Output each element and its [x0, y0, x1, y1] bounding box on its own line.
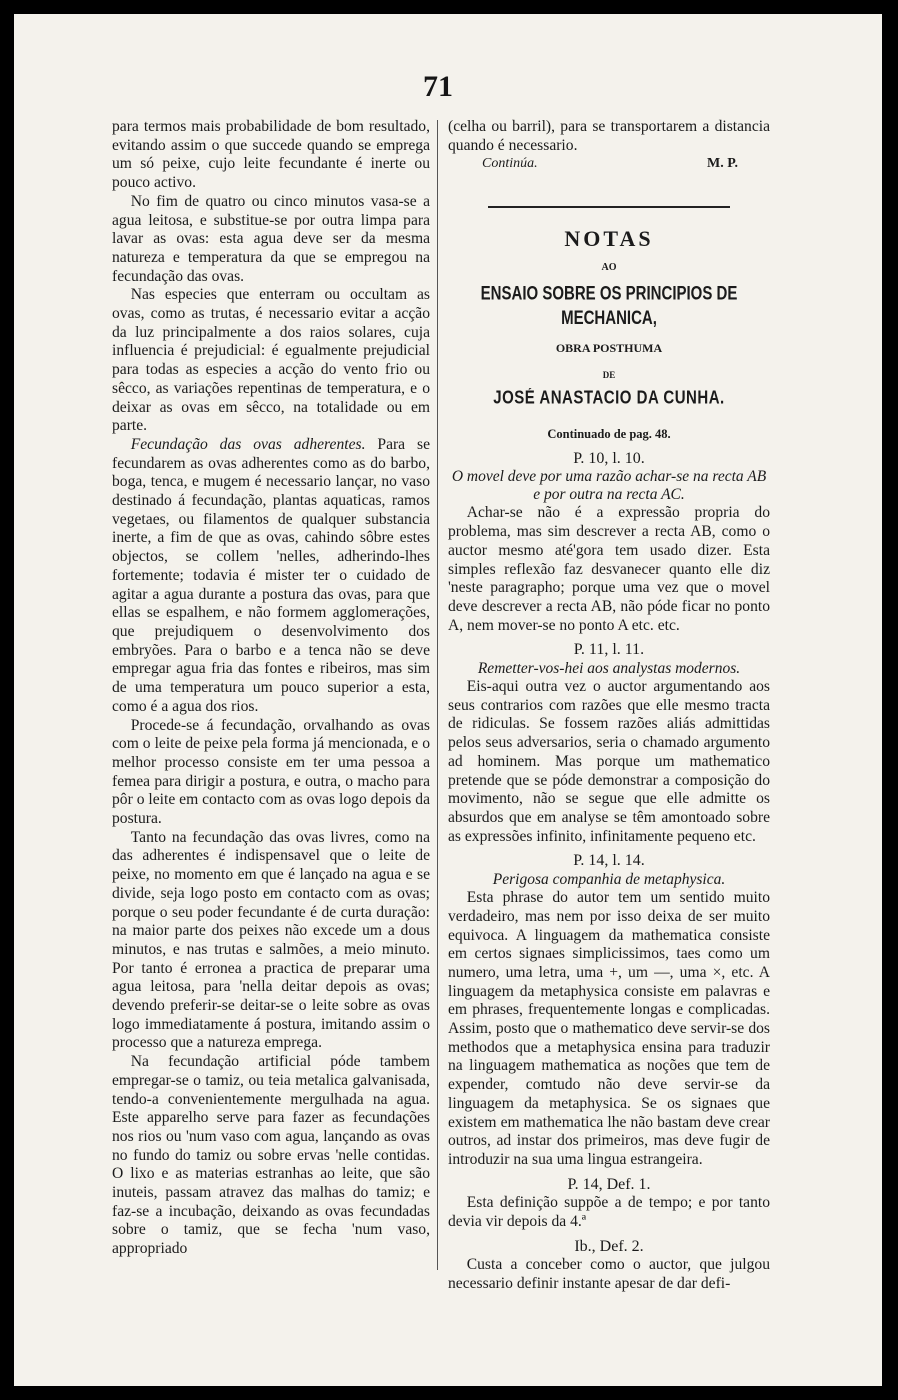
- note-text: Esta phrase do autor tem um sentido muito verdadeiro, mas nem por isso deixa de ser muito equivoca. A linguagem da mathematica consiste em certos signaes simplicissimos, taes como um numero, uma letra, uma +, um —, uma ×, etc. A linguagem da metaphysica consiste em palavras e em phrases, frequentemente longas e complicadas. Assim, posto que o mathematico deve servir-se dos methodos que a metaphysica ensina para traduzir na linguagem mathematica as noções que tem de expender, comtudo não deve servir-se da linguagem da metaphysica. Se os signaes que existem em mathematica lhe não bastam deve crear outros, ad instar dos primeiros, mas deve fugir de introduzir na sua uma lingua estrangeira.: [448, 889, 770, 1168]
- author-initials: M. P.: [707, 156, 738, 172]
- left-column: [112, 118, 430, 1259]
- section-paragraph: [112, 436, 430, 717]
- heading-title: ENSAIO SOBRE OS PRINCIPIOS DE MECHANICA,: [480, 281, 738, 329]
- note-quote: O movel deve por uma razão achar-se na recta AB e por outra na recta AC.: [451, 468, 767, 504]
- paragraph: Tanto na fecundação das ovas livres, como na das adherentes é indispensavel que o leite de peixe, no momento em que é lançado na agua e se divide, seja logo posto em contacto com as ovas; porque o seu poder fecundante é de curta duração: na maior parte dos peixes não excede um a dous minutos, e nas trutas e salmões, a meio minuto. Por tanto é erronea a practica de preparar uma agua leitosa, para 'nella deitar depois as ovas; devendo preferir-se deitar-se o leite sobre as ovas logo immediatamente á postura, imitando assim o processo que a natureza emprega.: [112, 828, 430, 1052]
- heading-notas: NOTAS: [564, 226, 654, 252]
- section-text: Para se fecundarem as ovas adherentes como as do barbo, boga, tenca, e mugem é necessario lançar, no vaso destinado á fecundação, plantas aquaticas, ramos vegetaes, ou filamentos de qualquer substancia inerte, a fim de que as ovas, cahindo sôbre estes objectos, se collem 'nelles, adherindo-lhes fortemente; todavia é mister ter o cuidado de agitar a agua durante a postura das ovas, para que ellas se espalhem, e não formem agglomerações, que prejudiquem o desenvolvimento dos embryões. Para o barbo e a tenca não se deve empregar agua fria das fontes e ribeiros, mas sim de uma temperatura um pouco superior a esta, como é a agua dos rios.: [112, 435, 430, 715]
- paragraph: Nas especies que enterram ou occultam as ovas, como as trutas, é necessario evitar a acção da luz principalmente a dos raios solares, cuja influencia é prejudicial: é egualmente prejudicial para todas as especies a acção do vento frio ou sêcco, as variações repentinas de temperatura, e o deixar as ovas em sêcco, na totalidade ou em parte.: [112, 286, 430, 435]
- right-column: [448, 118, 770, 1294]
- note-text: Achar-se não é a expressão propria do problema, mas sim descrever a recta AB, como o auctor mesmo até'gora tem usado dizer. Esta simples reflexão faz desvanecer quanto elle diz 'neste paragrapho; porque uma vez que o movel deve descrever a recta AB, não póde ficar no ponto A, nem mover-se no ponto A etc. etc.: [448, 504, 770, 634]
- note-quote: Perigosa companhia de metaphysica.: [492, 871, 726, 889]
- heading-de: DE: [602, 369, 616, 380]
- paragraph: Na fecundação artificial póde tambem empregar-se o tamiz, ou teia metalica galvanisada, tendo-a convenientemente mergulhada na agua. Este apparelho serve para fazer as fecundações nos rios ou 'num vaso com agua, lançando as ovas no fundo do tamiz ou sobre ervas 'nelle contidas. O lixo e as materias estranhas ao leite, que são inuteis, passam atravez das malhas do tamiz; e faz-se a incubação, deixando as ovas fecundadas sobre o tamiz, que se fecha 'num vaso, appropriado: [112, 1053, 430, 1258]
- paragraph: Procede-se á fecundação, orvalhando as ovas com o leite de peixe pela forma já mencionada, e o melhor processo consiste em ter uma pessoa a femea para dirigir a postura, e outra, o macho para pôr o leite em contacto com as ovas logo depois da postura.: [112, 716, 430, 828]
- heading-author: JOSÉ ANASTACIO DA CUNHA.: [493, 388, 725, 409]
- note-reference: P. 11, l. 11.: [573, 641, 645, 659]
- note-text: Eis-aqui outra vez o auctor argumentando aos seus contrarios com razões que elle mesmo tracta de ridiculas. Se fossem razões aliás admittidas pelos seus adversarios, seria o chamado argumento ad hominem. Mas porque um mathematico pretende que se póde demonstrar a composição do movimento, não se segue que elle admitte os absurdos que em analyse se têm amontoado sobre as expressões infinito, infinitamente pequeno etc.: [448, 678, 770, 845]
- note-reference: Ib., Def. 2.: [574, 1237, 644, 1255]
- continuation-text: (celha ou barril), para se transportarem a distancia quando é necessario.: [448, 118, 770, 154]
- note-text: Esta definição suppõe a de tempo; e por tanto devia vir depois da 4.ª: [448, 1194, 770, 1231]
- continued-from: Continuado de pag. 48.: [547, 427, 671, 442]
- heading-ao: AO: [601, 261, 617, 273]
- note-reference: P. 10, l. 10.: [573, 449, 645, 467]
- note-reference: P. 14, Def. 1.: [567, 1175, 651, 1193]
- column-divider: [437, 120, 438, 1270]
- note-quote: Remetter-vos-hei aos analystas modernos.: [477, 660, 741, 678]
- paragraph: para termos mais probabilidade de bom resultado, evitando assim o que succede quando se emprega um só peixe, cujo leite fecundante é inerte ou pouco activo.: [112, 118, 430, 192]
- signature-row: [448, 155, 770, 174]
- note-text: Custa a conceber como o auctor, que julgou necessario definir instante apesar de dar defi-: [448, 1256, 770, 1293]
- section-title: Fecundação das ovas adherentes.: [130, 435, 366, 453]
- continua-label: Continúa.: [482, 156, 538, 172]
- page-number: 71: [423, 70, 453, 103]
- section-rule: [488, 206, 730, 208]
- heading-obra: OBRA POSTHUMA: [555, 340, 663, 355]
- paragraph: No fim de quatro ou cinco minutos vasa-se a agua leitosa, e substitue-se por outra limpa para lavar as ovas: esta agua deve ser da mesma natureza e temperatura da que se empregou na fecundação das ovas.: [112, 192, 430, 285]
- note-reference: P. 14, l. 14.: [573, 852, 645, 870]
